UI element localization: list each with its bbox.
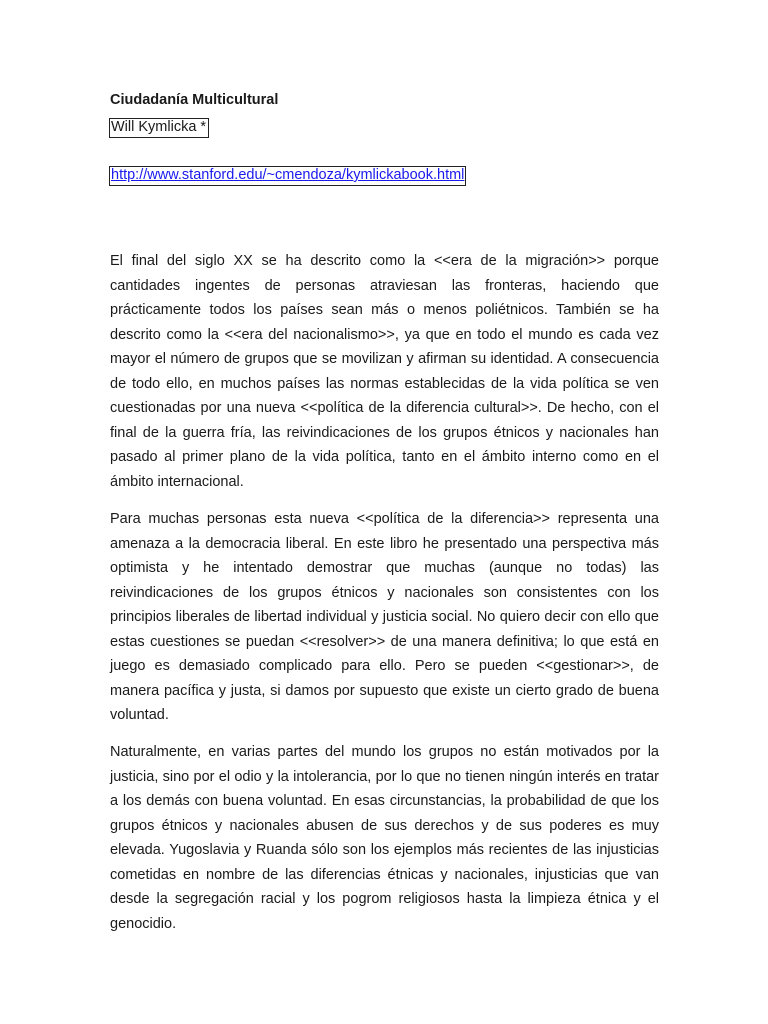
author-name: Will Kymlicka * (109, 118, 209, 138)
paragraph-3: Naturalmente, en varias partes del mundo los grupos no están motivados por la justicia, sino por el odio y la intolerancia, por lo que no tienen ningún interés en tratar a los demás con buena voluntad. En esas circunstancias, la probabilidad de que los grupos étnicos y nacionales abusen de sus derechos y de sus poderes es muy elevada. Yugoslavia y Ruanda sólo son los ejemplos más recientes de las injusticias cometidas en nombre de las diferencias étnicas y nacionales, injusticias que van desde la segregación racial y los pogrom religiosos hasta la limpieza étnica y el genocidio. (110, 744, 659, 932)
paragraph-1: El final del siglo XX se ha descrito como la <<era de la migración>> porque cantidades ingentes de personas atraviesan las fronteras, haciendo que prácticamente todos los países sean más o menos poliétnicos. También se ha descrito como la <<era del nacionalismo>>, ya que en todo el mundo es cada vez mayor el número de grupos que se movilizan y afirman su identidad. A consecuencia de todo ello, en muchos países las normas establecidas de la vida política se ven cuestionadas por una nueva <<política de la diferencia cultural>>. De hecho, con el final de la guerra fría, las reivindicaciones de los grupos étnicos y nacionales han pasado al primer plano de la vida política, tanto en el ámbito interno como en el ámbito internacional. (110, 253, 659, 490)
paragraph-2: Para muchas personas esta nueva <<política de la diferencia>> representa una amenaza a la democracia liberal. En este libro he presentado una perspectiva más optimista y he intentado demostrar que muchas (aunque no todas) las reivindicaciones de los grupos étnicos y nacionales son consistentes con los principios liberales de libertad individual y justicia social. No quiero decir con ello que estas cuestiones se puedan <<resolver>> de una manera definitiva; lo que está en juego es demasiado complicado para ello. Pero se pueden <<gestionar>>, de manera pacífica y justa, si damos por supuesto que existe un cierto grado de buena voluntad. (110, 511, 659, 723)
source-link[interactable]: http://www.stanford.edu/~cmendoza/kymlickabook.html (109, 166, 466, 186)
document-title: Ciudadanía Multicultural (110, 92, 279, 108)
